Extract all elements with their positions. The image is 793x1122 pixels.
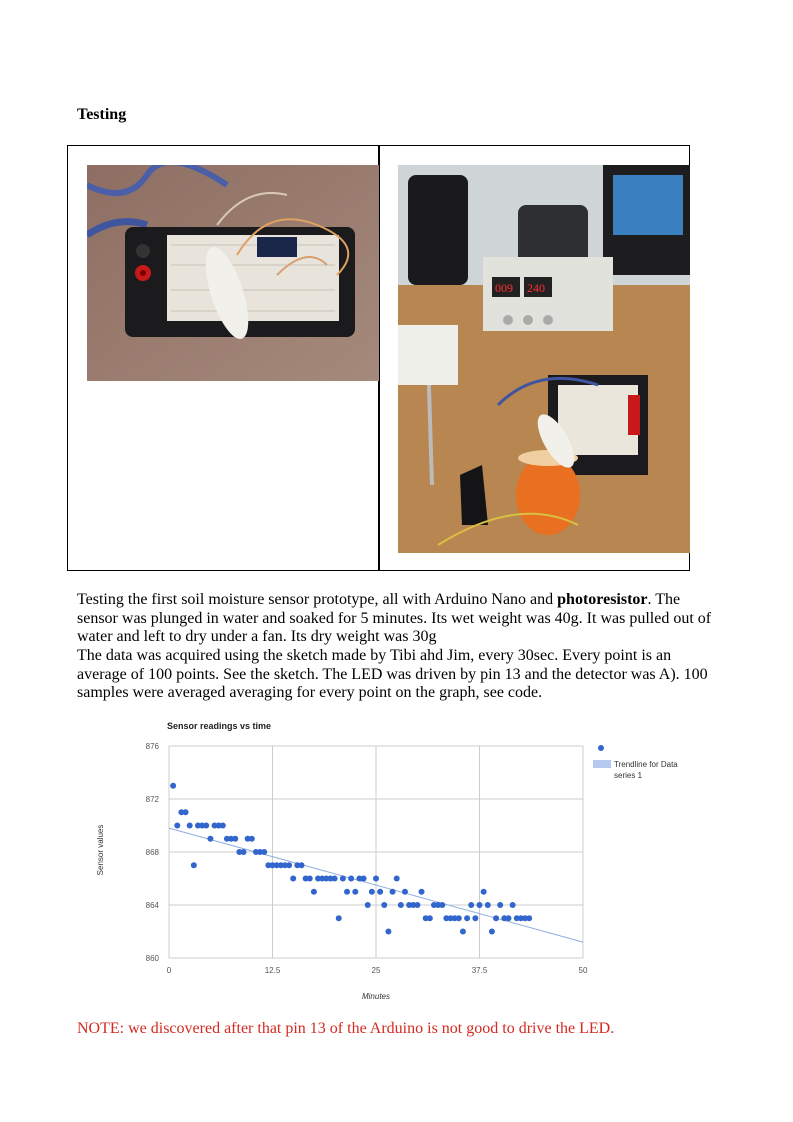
data-point [402, 889, 408, 895]
note-text: NOTE: we discovered after that pin 13 of the Arduino is not good to drive the LED. [77, 1020, 615, 1037]
chart-ticks [146, 742, 588, 975]
paragraph1-start: Testing the first soil moisture sensor prototype, all with Arduino Nano and [77, 591, 558, 608]
data-point [183, 809, 189, 815]
photo-table [67, 145, 690, 571]
data-point [290, 876, 296, 882]
breadboard-photo-illustration [87, 165, 379, 381]
legend-trend-label: Trendline for Data series 1 [614, 760, 678, 780]
y-tick-label: 876 [145, 742, 159, 751]
data-point [340, 876, 346, 882]
data-point [377, 889, 383, 895]
data-points [170, 783, 532, 935]
data-point [464, 915, 470, 921]
legend-series-marker [598, 745, 604, 751]
svg-text:240: 240 [527, 281, 545, 295]
data-point [419, 889, 425, 895]
data-point [261, 849, 267, 855]
sensor-chart-svg [92, 714, 712, 1009]
data-point [390, 889, 396, 895]
data-point [493, 915, 499, 921]
data-point [298, 862, 304, 868]
data-point [249, 836, 255, 842]
data-point [220, 823, 226, 829]
data-point [477, 902, 483, 908]
data-point [191, 862, 197, 868]
x-tick-label: 50 [578, 966, 588, 975]
data-point [232, 836, 238, 842]
x-tick-label: 0 [166, 966, 172, 975]
data-point [489, 929, 495, 935]
y-axis-label: Sensor values [96, 824, 105, 876]
data-point [414, 902, 420, 908]
data-point [203, 823, 209, 829]
data-acquisition-paragraph: The data was acquired using the sketch made by Tibi ahd Jim, every 30sec. Every point is an average of 100 points. See the sketch. The LED was driven by pin 13 and the detector was A). 100 samples were averaged averaging for every point on the graph, see code. [77, 647, 708, 701]
data-point [481, 889, 487, 895]
data-point [241, 849, 247, 855]
lab-bench-photo-illustration [398, 165, 690, 553]
sensor-chart [92, 714, 712, 1009]
chart-title: Sensor readings vs time [167, 721, 272, 731]
data-point [207, 836, 213, 842]
breadboard-photo [87, 165, 379, 381]
data-point [174, 823, 180, 829]
data-point [311, 889, 317, 895]
lab-bench-photo [398, 165, 690, 553]
y-tick-label: 860 [145, 954, 159, 963]
data-point [170, 783, 176, 789]
data-point [373, 876, 379, 882]
data-point [485, 902, 491, 908]
x-tick-label: 37.5 [471, 966, 488, 975]
data-point [332, 876, 338, 882]
y-tick-label: 868 [145, 848, 159, 857]
data-point [348, 876, 354, 882]
section-title: Testing [77, 106, 127, 123]
data-point [187, 823, 193, 829]
data-point [460, 929, 466, 935]
y-tick-label: 872 [145, 795, 159, 804]
data-point [510, 902, 516, 908]
paragraph1-end: . The sensor was plunged in water and soaked for 5 minutes. Its wet weight was 40g. It was pulled out of water and left to dry under a fan. Its dry weight was 30g [77, 591, 712, 645]
svg-text:009: 009 [495, 281, 513, 295]
data-point [369, 889, 375, 895]
description-paragraph [77, 591, 717, 647]
chart-legend [593, 745, 680, 780]
data-point [505, 915, 511, 921]
x-tick-label: 12.5 [264, 966, 281, 975]
data-point [361, 876, 367, 882]
data-point [394, 876, 400, 882]
legend-trend-swatch [593, 760, 611, 768]
data-point [472, 915, 478, 921]
data-point [398, 902, 404, 908]
data-point [344, 889, 350, 895]
data-point [365, 902, 371, 908]
chart-grid [169, 746, 583, 958]
data-point [468, 902, 474, 908]
data-point [352, 889, 358, 895]
data-point [439, 902, 445, 908]
x-axis-label: Minutes [361, 992, 391, 1001]
data-point [497, 902, 503, 908]
data-point [427, 915, 433, 921]
photoresistor-bold: photoresistor [557, 591, 648, 608]
data-point [336, 915, 342, 921]
data-point [526, 915, 532, 921]
data-point [381, 902, 387, 908]
data-point [385, 929, 391, 935]
data-point [307, 876, 313, 882]
data-point [286, 862, 292, 868]
x-tick-label: 25 [371, 966, 381, 975]
data-point [456, 915, 462, 921]
y-tick-label: 864 [145, 901, 159, 910]
